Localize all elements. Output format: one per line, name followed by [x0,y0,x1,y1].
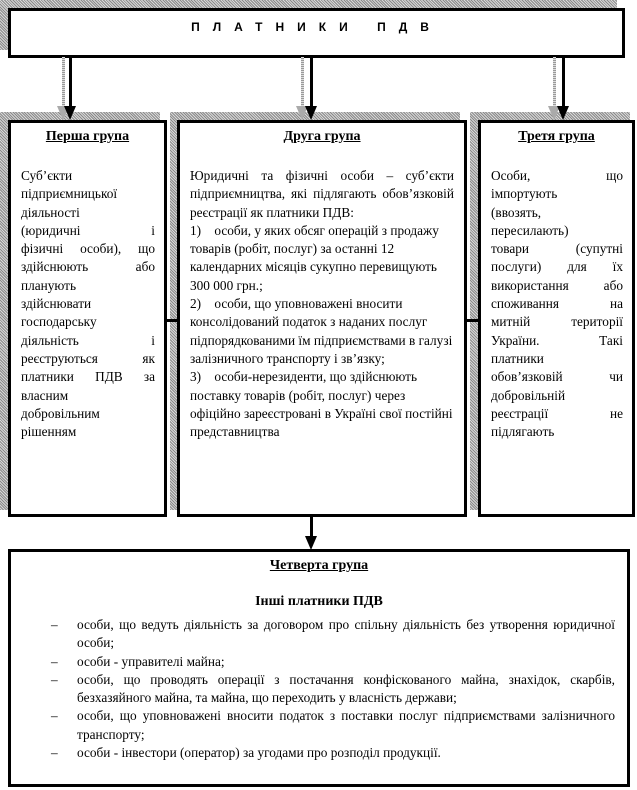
group4-box [8,549,630,787]
group4-item [51,616,615,653]
dash-bullet: – [51,671,58,687]
text-line: Суб’єкти [21,168,73,183]
text-line: (юридичні і [21,222,155,238]
dash-bullet: – [51,653,58,669]
dash-bullet: – [51,708,58,724]
arrow-head-group2 [305,106,317,120]
text-line: платники [491,350,544,366]
group1-text [21,167,155,441]
text-line: реєстрації не [491,405,623,421]
group2-item-1: 1) особи, у яких обсяг операцій з продажу товарів (робіт, послуг) за останні 12 календарних місяців сукупно перевищують 300 000 грн.; [190,222,443,293]
group4-subheading: Інші платники ПДВ [255,594,383,609]
text-line: реєструються як [21,350,155,366]
text-line: добровільним [21,405,100,421]
group4-item [51,653,615,671]
ghost-arrow-shaft-2 [301,57,304,107]
text-line: Особи, що [491,168,623,183]
group4-item-text: особи - управителі майна; [77,653,225,669]
arrow-head-group3 [557,106,569,120]
text-line: планують [21,277,77,293]
text-line: добровільній [491,387,566,403]
arrow-shaft-group2 [310,57,313,107]
group4-item [51,744,615,762]
dash-bullet: – [51,745,58,761]
text-line: власним [21,387,69,403]
group4-list [51,616,615,762]
text-line: підлягають [491,424,555,440]
text-line: діяльність і [21,332,155,348]
group2-heading: Друга група [283,129,361,144]
group4-item [51,707,615,744]
arrow-shaft-group1 [69,57,72,107]
text-line: митній території [491,314,623,330]
text-line: імпортують [491,186,558,202]
text-line: платники ПДВ за [21,369,155,385]
group4-item-text: особи - інвестори (оператор) за угодами про розподіл продукції. [77,745,441,761]
text-line: обов’язковій чи [491,369,623,385]
text-line: (ввозять, [491,204,542,220]
text-line: послуги) для їх [491,259,623,275]
text-line: споживання на [491,296,623,312]
group3-box [478,120,635,517]
group1-heading: Перша група [45,129,130,144]
group1-box [8,120,167,517]
arrow-shaft-group3 [562,57,565,107]
group3-text [491,167,623,441]
text-line: господарську [21,314,97,330]
group4-item-text: особи, що проводять операції з постачання конфіскованого майна, знахідок, скарбів, безхазяйного майна, та майна, що переходить у власність держави; [77,671,615,706]
text-line: фізичні особи), що [21,241,155,257]
arrow-head-group4 [305,536,317,550]
group4-item-text: особи, що уповноважені вносити податок з поставки послуг підприємствами залізничного транспорту; [77,708,615,742]
text-line: використання або [491,277,623,293]
group2-intro: Юридичні та фізичні особи – суб’єкти підприємництва, які підлягають обов’язковій реєстрації як платники ПДВ: [190,168,454,220]
text-line: здійснювати [21,296,92,312]
connector-2-3 [465,319,479,322]
ghost-arrow-shaft-1 [62,57,65,107]
text-line: діяльності [21,204,80,220]
text-line: України. Такі [491,332,623,348]
text-line: рішенням [21,424,77,440]
group4-item [51,671,615,708]
group3-heading: Третя група [518,129,595,144]
group4-item-text: особи, що ведуть діяльність за договором про спільну діяльність без утворення юридичної особи; [77,617,615,651]
group4-heading: Четверта група [269,558,369,573]
text-line: здійснюють або [21,259,155,275]
group2-item-3: 3) особи-нерезиденти, що здійснюють поставку товарів (робіт, послуг) через офіційно зареєстровані в Україні свої постійні представництва [190,369,456,440]
text-line: пересилають) [491,222,569,238]
title-box [8,8,625,58]
arrow-shaft-group4 [310,516,313,538]
dash-bullet: – [51,617,58,632]
diagram-title: ПЛАТНИКИ ПДВ [191,20,442,34]
ghost-arrow-shaft-3 [553,57,556,107]
group2-box [177,120,467,517]
text-line: товари (супутні [491,241,623,257]
text-line: підприємницької [21,186,118,202]
group2-item-2: 2) особи, що уповноважені вносити консолідований податок з наданих послуг підпорядкованими їм підприємствами в галузі залізничного транспорту і зв’язку; [190,296,456,366]
arrow-head-group1 [64,106,76,120]
